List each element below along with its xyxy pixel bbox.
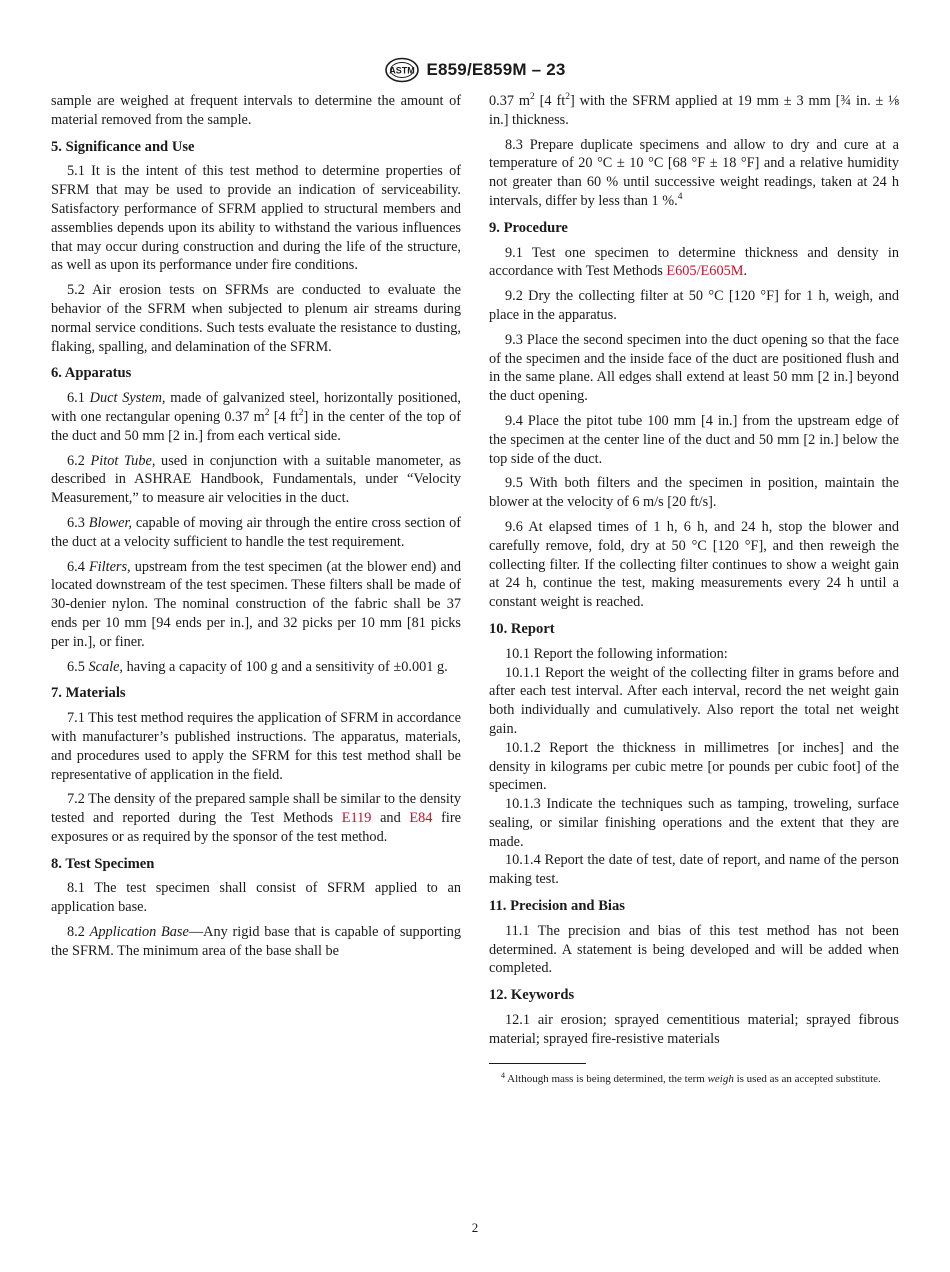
paragraph-6-4: 6.4 Filters, upstream from the test specimen (at the blower end) and located downstream of the test specimen. These filters shall be made of 30-denier nylon. The nominal construction of the fabric shall be 37 ends per 10 mm [94 ends per in.], and 32 picks per 10 mm [81 picks per in.], or finer. bbox=[51, 558, 461, 650]
footnote-divider bbox=[489, 1063, 586, 1064]
term-blower: Blower, bbox=[88, 514, 133, 531]
section-8-heading: 8. Test Specimen bbox=[51, 855, 155, 872]
section-10-heading: 10. Report bbox=[489, 620, 555, 637]
paragraph-9-4: 9.4 Place the pitot tube 100 mm [4 in.] from the upstream edge of the specimen at the center line of the duct and 50 mm [2 in.] below the top side of the duct. bbox=[489, 412, 899, 467]
section-7-heading: 7. Materials bbox=[51, 685, 126, 702]
paragraph-6-5: 6.5 Scale, having a capacity of 100 g and a sensitivity of ±0.001 g. bbox=[67, 658, 448, 675]
paragraph-continued: sample are weighed at frequent intervals to determine the amount of material removed from the sample. bbox=[51, 93, 461, 128]
paragraph-10-1-4: 10.1.4 Report the date of test, date of report, and name of the person making test. bbox=[489, 852, 899, 888]
paragraph-8-3: 8.3 Prepare duplicate specimens and allow to dry and cure at a temperature of 20 °C ± 10 °C [68 °F ± 18 °F] and a relative humidity not greater than 60 % until successive weight readings, taken at 24 h intervals, differ by less than 1 %.$^4$ bbox=[489, 136, 899, 209]
paragraph-9-2: 9.2 Dry the collecting filter at 50 °C [120 °F] for 1 h, weigh, and place in the apparatus. bbox=[489, 288, 899, 323]
paragraph-9-1: 9.1 Test one specimen to determine thickness and density in accordance with Test Methods E605/E605M. bbox=[489, 244, 899, 280]
term-filters: Filters, bbox=[88, 558, 131, 575]
term-pitot-tube: Pitot Tube, bbox=[90, 452, 156, 469]
reference-link-e605[interactable]: E605/E605M bbox=[666, 263, 744, 280]
paragraph-9-5: 9.5 With both filters and the specimen in position, maintain the blower at the velocity of 6 m/s [20 ft/s]. bbox=[489, 475, 899, 511]
reference-link-e119[interactable]: E119 bbox=[341, 810, 372, 827]
paragraph-7-2: 7.2 The density of the prepared sample shall be similar to the density tested and reported during the Test Methods E119 and E84 fire exposures or as required by the sponsor of the test method. bbox=[51, 791, 461, 845]
astm-logo-text: ASTM bbox=[389, 65, 416, 76]
paragraph-10-1-2: 10.1.2 Report the thickness in millimetres [or inches] and the density in kilograms per cubic metre [or pounds per cubic foot] of the specimen. bbox=[489, 739, 899, 794]
term-duct-system: Duct System, bbox=[89, 390, 166, 407]
page-header bbox=[0, 56, 950, 84]
reference-link-e84[interactable]: E84 bbox=[409, 810, 433, 827]
paragraph-10-1-3: 10.1.3 Indicate the techniques such as tamping, troweling, surface sealing, or similar finishing operations and the extent that they are made. bbox=[489, 796, 899, 850]
document-designation: E859/E859M – 23 bbox=[426, 60, 566, 79]
footnote-marker: 4 bbox=[677, 191, 683, 202]
paragraph-8-1: 8.1 The test specimen shall consist of SFRM applied to an application base. bbox=[51, 880, 461, 916]
section-12-heading: 12. Keywords bbox=[489, 987, 575, 1004]
term-scale: Scale, bbox=[88, 658, 123, 675]
paragraph-10-1: 10.1 Report the following information: bbox=[505, 645, 728, 662]
paragraph-11-1: 11.1 The precision and bias of this test method has not been determined. A statement is being developed and will be added when completed. bbox=[489, 922, 899, 977]
astm-logo-icon bbox=[384, 57, 420, 83]
paragraph-12-1: 12.1 air erosion; sprayed cementitious material; sprayed fibrous material; sprayed fire-resistive materials bbox=[489, 1012, 899, 1047]
paragraph-9-6: 9.6 At elapsed times of 1 h, 6 h, and 24 h, stop the blower and carefully remove, fold, dry at 50 °C [120 °F], and then reweigh the collecting filter. If the collecting filter continues to show a weight gain at 24 h, continue the test, making measurements every 24 h until a constant weight is reached. bbox=[489, 518, 899, 611]
paragraph-8-2-continued: 0.37 $m^2$ [4 $ft^2$] with the SFRM applied at 19 mm ± 3 mm [¾ in. ± ⅛ in.] thickness. bbox=[489, 92, 899, 128]
term-application-base: Application Base bbox=[89, 924, 189, 941]
paragraph-9-3: 9.3 Place the second specimen into the duct opening so that the face of the specimen and the inside face of the duct are positioned flush and in the same plane. All edges shall extend at least 50 mm [2 in.] beyond the duct opening. bbox=[489, 331, 899, 405]
page-number: 2 bbox=[471, 1220, 479, 1235]
left-column bbox=[51, 92, 461, 961]
paragraph-5-2: 5.2 Air erosion tests on SFRMs are conducted to evaluate the behavior of the SFRM when subjected to plenum air streams during normal service conditions. Such tests evaluate the resistance to dusting, flaking, spalling, and delamination of the SFRM. bbox=[51, 282, 461, 355]
paragraph-10-1-1: 10.1.1 Report the weight of the collecting filter in grams before and after each test interval. After each interval, record the net weight gain both individually and cumulatively. Also report the total net weight gain. bbox=[489, 664, 899, 737]
paragraph-5-1: 5.1 It is the intent of this test method to determine properties of SFRM that may be used to provide an indication of serviceability. Satisfactory performance of SFRM applied to structural members and assemblies depends upon its ability to withstand the various influences that may occur during construction and during the life of the structure, as well as upon its performance under fire conditions. bbox=[51, 163, 461, 274]
paragraph-6-1: 6.1 Duct System, made of galvanized steel, horizontally positioned, with one rectangular opening 0.37 $m^2$ [4 $ft^2$] in the center of the top of the duct and 50 mm [2 in.] from each vertical side. bbox=[51, 390, 461, 444]
footnote-4: $^4$ Although mass is being determined, the term weigh is used as an accepted substitute. bbox=[501, 1070, 881, 1085]
paragraph-6-3: 6.3 Blower, capable of moving air through the entire cross section of the duct at a velocity sufficient to handle the test requirement. bbox=[51, 514, 462, 550]
section-6-heading: 6. Apparatus bbox=[51, 365, 132, 382]
right-column bbox=[489, 92, 899, 1086]
section-9-heading: 9. Procedure bbox=[489, 219, 568, 236]
paragraph-8-2: 8.2 Application Base—Any rigid base that is capable of supporting the SFRM. The minimum area of the base shall be bbox=[51, 924, 461, 959]
section-11-heading: 11. Precision and Bias bbox=[489, 898, 625, 915]
section-5-heading: 5. Significance and Use bbox=[51, 138, 195, 155]
paragraph-7-1: 7.1 This test method requires the application of SFRM in accordance with manufacturer’s published instructions. The apparatus, materials, and procedures used to apply the SFRM for this test method shall be representative of application in the field. bbox=[51, 710, 462, 783]
paragraph-6-2: 6.2 Pitot Tube, used in conjunction with a suitable manometer, as described in ASHRAE Handbook, Fundamentals, under “Velocity Measurement,” to measure air velocities in the duct. bbox=[51, 452, 461, 507]
